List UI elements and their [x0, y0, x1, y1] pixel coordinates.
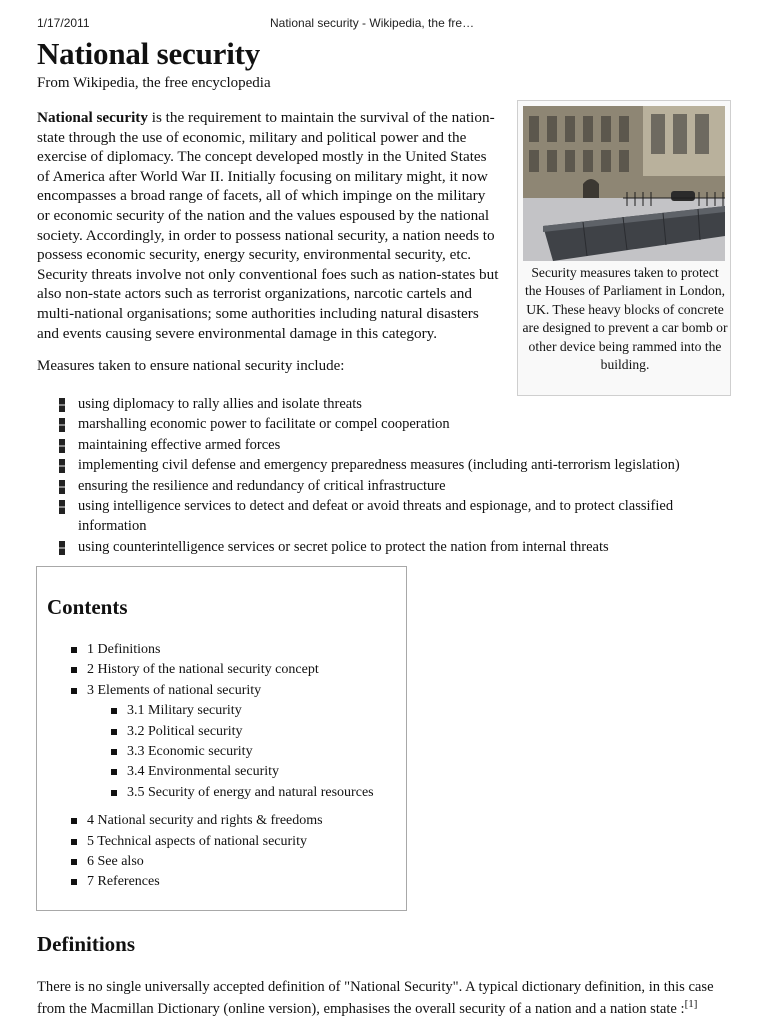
- intro-paragraph: [37, 108, 499, 343]
- figure-thumbnail: [517, 100, 731, 396]
- section-heading-definitions: Definitions: [37, 932, 136, 956]
- reference-link[interactable]: [1]: [684, 998, 698, 1011]
- figure-caption: Security measures taken to protect the Houses of Parliament in London, UK. These heavy blocks of concrete are designed to prevent a car bomb or other device being rammed into the building.: [522, 265, 728, 373]
- toc-item-energy-security[interactable]: 3.5 Security of energy and natural resources: [37, 783, 374, 803]
- bullet-icon: [59, 398, 65, 412]
- measures-intro: Measures taken to ensure national security include:: [37, 358, 345, 374]
- list-item: using intelligence services to detect and defeat or avoid threats and espionage, and to protect classified information: [37, 496, 737, 537]
- page-title: National security: [37, 36, 261, 71]
- toc-item-history[interactable]: 2 History of the national security concept: [37, 660, 374, 680]
- table-of-contents: [36, 566, 407, 911]
- bullet-icon: [71, 879, 77, 885]
- bullet-icon: [111, 769, 117, 775]
- toc-list: [37, 640, 374, 893]
- toc-item-elements[interactable]: 3 Elements of national security: [37, 681, 374, 701]
- list-item: maintaining effective armed forces: [37, 435, 737, 455]
- bullet-icon: [71, 667, 77, 673]
- intro-bold-term: National security: [37, 109, 148, 126]
- bullet-icon: [59, 459, 65, 473]
- bullet-icon: [59, 418, 65, 432]
- bullet-icon: [111, 729, 117, 735]
- toc-item-definitions[interactable]: 1 Definitions: [37, 640, 374, 660]
- site-tagline: From Wikipedia, the free encyclopedia: [37, 75, 271, 91]
- toc-item-political-security[interactable]: 3.2 Political security: [37, 722, 374, 742]
- toc-item-references[interactable]: 7 References: [37, 872, 374, 892]
- bullet-icon: [71, 818, 77, 824]
- print-header: [37, 16, 731, 34]
- bullet-icon: [71, 839, 77, 845]
- bullet-icon: [111, 790, 117, 796]
- toc-item-military-security[interactable]: 3.1 Military security: [37, 701, 374, 721]
- toc-item-environmental-security[interactable]: 3.4 Environmental security: [37, 762, 374, 782]
- toc-item-technical-aspects[interactable]: 5 Technical aspects of national security: [37, 832, 374, 852]
- intro-text: is the requirement to maintain the survival of the nation-state through the use of economic, military and political power and the exercise of diplomacy. The concept developed mostly in the United States of America after World War II. Initially focusing on military might, it now encompasses a broad range of facets, all of which impinge on the military or economic security of the nation and the values espoused by the national society. Accordingly, in order to possess national security, a nation needs to possess economic security, energy security, environmental security, etc. Security threats involve not only conventional foes such as nation-states but also non-state actors such as terrorist organizations, narcotic cartels and multi-national organisations; some authorities including natural disasters and events causing severe environmental damage in this category.: [37, 109, 499, 342]
- bullet-icon: [71, 647, 77, 653]
- bullet-icon: [59, 500, 65, 514]
- list-item: marshalling economic power to facilitate or compel cooperation: [37, 414, 737, 434]
- list-item: ensuring the resilience and redundancy of critical infrastructure: [37, 476, 737, 496]
- bullet-icon: [59, 439, 65, 453]
- browser-page-title: National security - Wikipedia, the fre…: [270, 16, 475, 30]
- bullet-icon: [71, 688, 77, 694]
- list-item: using diplomacy to rally allies and isolate threats: [37, 394, 737, 414]
- list-item: implementing civil defense and emergency preparedness measures (including anti-terrorism legislation): [37, 455, 737, 475]
- toc-item-economic-security[interactable]: 3.3 Economic security: [37, 742, 374, 762]
- toc-item-see-also[interactable]: 6 See also: [37, 852, 374, 872]
- definitions-paragraph: There is no single universally accepted definition of "National Security". A typical dictionary definition, in this case from the Macmillan Dictionary (online version), emphasises the overall security of a nation and a nation state :[1]: [37, 979, 714, 1017]
- measures-list: [37, 394, 737, 557]
- bullet-icon: [111, 749, 117, 755]
- toc-item-rights-freedoms[interactable]: 4 National security and rights & freedoms: [37, 811, 374, 831]
- toc-title: Contents: [47, 595, 128, 619]
- list-item: using counterintelligence services or secret police to protect the nation from internal threats: [37, 537, 737, 557]
- bullet-icon: [111, 708, 117, 714]
- print-date: 1/17/2011: [37, 16, 90, 30]
- bullet-icon: [59, 541, 65, 555]
- parliament-photo[interactable]: [523, 106, 725, 261]
- bullet-icon: [59, 480, 65, 494]
- bullet-icon: [71, 859, 77, 865]
